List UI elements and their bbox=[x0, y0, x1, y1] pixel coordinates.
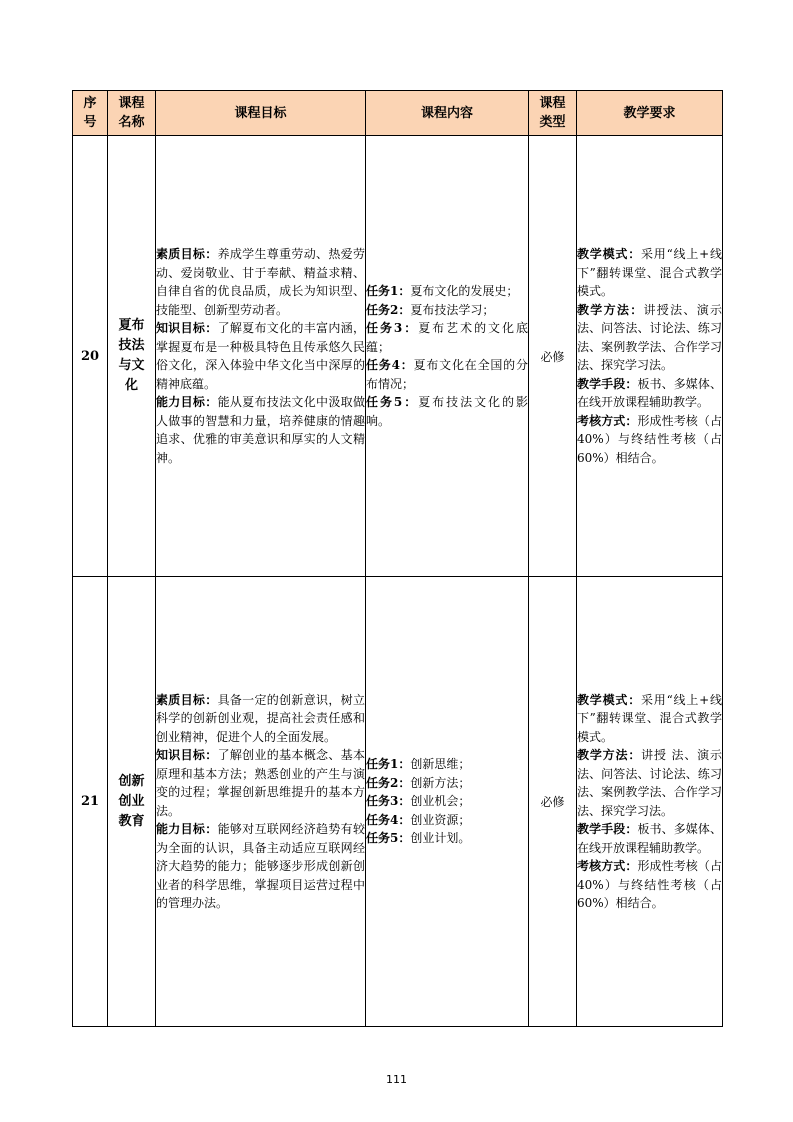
goal-paragraph bbox=[156, 691, 365, 747]
task-item bbox=[366, 301, 528, 320]
task-item bbox=[366, 319, 528, 356]
row-number: 20 bbox=[73, 136, 108, 577]
req-label: 考核方式： bbox=[577, 413, 638, 428]
goal-text: 具备一定的创新意识，树立科学的创新创业观，提高社会责任感和创业精神，促进个人的全面发展。 bbox=[156, 692, 365, 744]
course-goal bbox=[156, 136, 366, 577]
task-label: 任务1： bbox=[366, 757, 411, 772]
task-item bbox=[366, 282, 528, 301]
req-paragraph bbox=[577, 375, 722, 412]
goal-paragraph bbox=[156, 820, 365, 913]
goal-paragraph bbox=[156, 319, 365, 393]
task-text: 夏布技法文化的影响。 bbox=[366, 395, 528, 428]
task-item bbox=[366, 755, 528, 774]
goal-label: 能力目标： bbox=[156, 395, 218, 409]
req-text: 形成性考核（占40%）与终结性考核（占60%）相结合。 bbox=[577, 859, 722, 910]
req-text: 板书、多媒体、在线开放课程辅助教学。 bbox=[577, 376, 722, 409]
task-label: 任务3： bbox=[366, 794, 411, 809]
header-type: 课程 类型 bbox=[529, 91, 577, 136]
task-text: 创新思维； bbox=[410, 757, 471, 772]
req-label: 教学手段： bbox=[577, 822, 638, 836]
task-label: 任务5： bbox=[366, 831, 411, 846]
req-text: 采用“线上+线下”翻转课堂、混合式教学模式。 bbox=[577, 692, 722, 744]
task-label: 任务4： bbox=[366, 358, 414, 372]
req-label: 教学方法： bbox=[577, 302, 644, 317]
req-paragraph bbox=[577, 691, 722, 747]
goal-text: 了解夏布文化的丰富内涵，掌握夏布是一种极具特色且传承悠久民俗文化，深入体验中华文化当中深厚的精神底蕴。 bbox=[156, 321, 365, 391]
task-label: 任务3： bbox=[366, 321, 419, 335]
task-label: 任务2： bbox=[366, 775, 411, 790]
req-text: 讲授法、演示法、问答法、讨论法、练习法、案例教学法、合作学习法、探究学习法。 bbox=[577, 302, 722, 372]
teaching-requirements bbox=[577, 577, 723, 1027]
req-paragraph bbox=[577, 301, 722, 375]
task-label: 任务4： bbox=[366, 812, 411, 827]
goal-paragraph bbox=[156, 245, 365, 319]
req-text: 讲授 法、演示法、问答法、讨论法、练习法、案例教学法、合作学习法、探究学习法。 bbox=[577, 748, 722, 818]
task-text: 创业计划。 bbox=[410, 831, 471, 846]
task-text: 夏布文化在全国的分布情况； bbox=[366, 358, 528, 391]
course-content bbox=[366, 136, 529, 577]
task-item bbox=[366, 774, 528, 793]
req-label: 教学模式： bbox=[577, 692, 641, 707]
goal-text: 养成学生尊重劳动、热爱劳动、爱岗敬业、甘于奉献、精益求精、自律自省的优良品质，成长为知识型、技能型、创新型劳动者。 bbox=[156, 247, 365, 317]
req-paragraph bbox=[577, 412, 722, 468]
req-text: 采用“线上+线下”翻转课堂、混合式教学模式。 bbox=[577, 247, 722, 298]
req-label: 教学方法： bbox=[577, 748, 642, 762]
course-goal bbox=[156, 577, 366, 1027]
goal-paragraph bbox=[156, 746, 365, 820]
course-name: 创新 创业 教育 bbox=[108, 577, 156, 1027]
course-content bbox=[366, 577, 529, 1027]
header-num: 序 号 bbox=[73, 91, 108, 136]
course-type: 必修 bbox=[529, 577, 577, 1027]
goal-label: 素质目标： bbox=[156, 692, 218, 707]
table-row bbox=[73, 577, 723, 1027]
task-label: 任务1： bbox=[366, 284, 411, 298]
course-name: 夏布 技法 与文 化 bbox=[108, 136, 156, 577]
task-text: 夏布技法学习； bbox=[410, 302, 495, 317]
header-name: 课程 名称 bbox=[108, 91, 156, 136]
course-type: 必修 bbox=[529, 136, 577, 577]
row-number: 21 bbox=[73, 577, 108, 1027]
teaching-requirements bbox=[577, 136, 723, 577]
goal-text: 能够对互联网经济趋势有较为全面的认识，具备主动适应互联网经济大趋势的能力；能够逐步形成创新创业者的科学思维，掌握项目运营过程中的管理办法。 bbox=[156, 822, 365, 910]
task-item bbox=[366, 393, 528, 430]
task-text: 创业机会； bbox=[410, 794, 471, 809]
req-paragraph bbox=[577, 245, 722, 301]
header-content: 课程内容 bbox=[366, 91, 529, 136]
task-label: 任务2： bbox=[366, 302, 411, 317]
task-label: 任务5： bbox=[366, 395, 419, 409]
table-row bbox=[73, 136, 723, 577]
goal-label: 能力目标： bbox=[156, 822, 218, 836]
task-text: 创新方法； bbox=[410, 775, 471, 790]
goal-label: 素质目标： bbox=[156, 247, 218, 261]
task-item bbox=[366, 829, 528, 848]
req-label: 教学手段： bbox=[577, 376, 638, 391]
task-item bbox=[366, 811, 528, 830]
goal-text: 能从夏布技法文化中汲取做人做事的智慧和力量，培养健康的情趣追求、优雅的审美意识和厚实的人文精神。 bbox=[156, 395, 365, 465]
req-label: 考核方式： bbox=[577, 859, 638, 873]
page-number: 111 bbox=[386, 1073, 407, 1086]
goal-text: 了解创业的基本概念、基本原理和基本方法；熟悉创业的产生与演变的过程；掌握创新思维提升的基本方法。 bbox=[156, 748, 365, 818]
task-text: 夏布文化的发展史； bbox=[410, 284, 519, 298]
task-item bbox=[366, 356, 528, 393]
req-text: 板书、多媒体、在线开放课程辅助教学。 bbox=[577, 822, 722, 855]
req-text: 形成性考核（占40%）与终结性考核（占60%）相结合。 bbox=[577, 413, 722, 465]
goal-paragraph bbox=[156, 393, 365, 467]
task-text: 创业资源； bbox=[410, 812, 471, 827]
task-item bbox=[366, 792, 528, 811]
req-paragraph bbox=[577, 820, 722, 857]
req-paragraph bbox=[577, 857, 722, 913]
req-paragraph bbox=[577, 746, 722, 820]
header-row bbox=[73, 91, 723, 136]
goal-label: 知识目标： bbox=[156, 321, 218, 335]
header-goal: 课程目标 bbox=[156, 91, 366, 136]
task-text: 夏布艺术的文化底蕴； bbox=[366, 321, 528, 354]
header-req: 教学要求 bbox=[577, 91, 723, 136]
course-table bbox=[72, 90, 723, 1027]
req-label: 教学模式： bbox=[577, 247, 641, 261]
goal-label: 知识目标： bbox=[156, 748, 218, 762]
